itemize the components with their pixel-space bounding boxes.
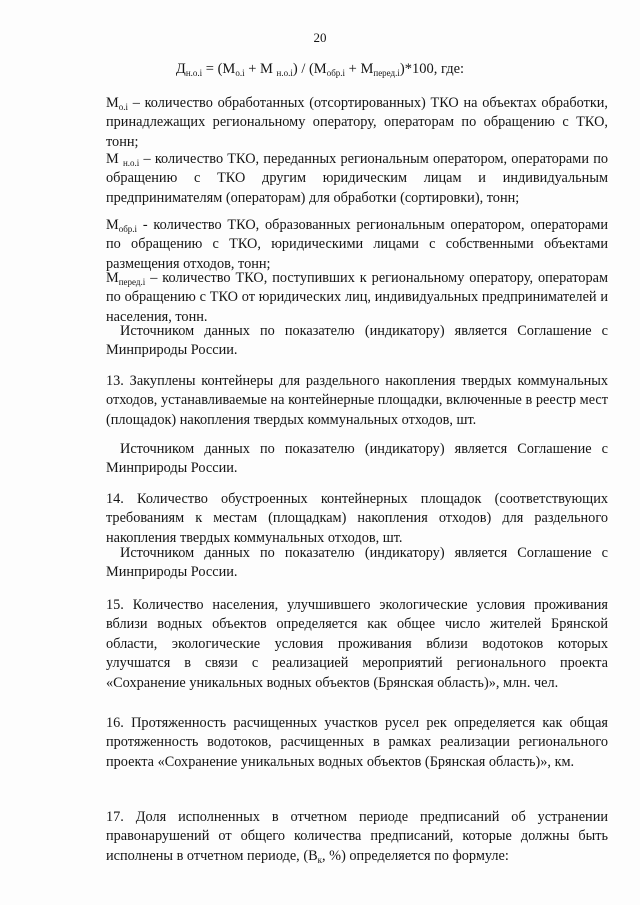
definition-m-oi: $М_{o.i}$ – количество обработанных (отсортированных) ТКО на объектах обработки, принадлежащих региональному оператору, операторам по обращению с ТКО, тонн; xyxy=(106,95,608,150)
definition-m-noi: М $_{н.о.i}$ – количество ТКО, переданных региональным оператором, операторами по обращению с ТКО другим юридическим лицам и индивидуальным предпринимателям (операторам) для обработки (сортировки), тонн; xyxy=(106,151,608,206)
source-note-1: Источником данных по показателю (индикатору) является Соглашение с Минприроды России. xyxy=(106,323,608,359)
source-note-14: Источником данных по показателю (индикатору) является Соглашение с Минприроды России. xyxy=(106,545,608,581)
item-16: 16. Протяженность расчищенных участков русел рек определяется как общая протяженность водотоков, расчищенных в рамках реализации регионального проекта «Сохранение уникальных водных объектов (Брянская область)», км. xyxy=(106,715,608,770)
item-15: 15. Количество населения, улучшившего экологические условия проживания вблизи водных объектов определяется как общее число жителей Брянской области, экологические условия проживания вблизи водотоков которых улучшатся в связи с реализацией мероприятий регионального проекта «Сохранение уникальных водных объектов (Брянская область)», млн. чел. xyxy=(106,597,608,691)
definition-m-obri: $М_{обр.i}$ - количество ТКО, образованных региональным оператором, операторами по обращению с ТКО, юридическими лицами с собственными объектами размещения отходов, тонн; xyxy=(106,217,608,272)
definition-m-peredi: $М_{перед.i}$ – количество ТКО, поступивших к региональному оператору, операторам по обращению с ТКО от юридических лиц, индивидуальных предпринимателей и населения, тонн. xyxy=(106,270,608,325)
item-14: 14. Количество обустроенных контейнерных площадок (соответствующих требованиям к местам (площадкам) накопления отходов) для раздельного накопления твердых коммунальных отходов, шт. xyxy=(106,491,608,546)
formula-dnoi: $Д_{н.о.i} = (М_{о.i} + М$ $_{н.о.i}) / (М_{обр.i} + М_{перед.i})*100$, где: xyxy=(175,61,465,78)
item-17: 17. Доля исполненных в отчетном периоде предписаний об устранении правонарушений от общего количества предписаний, которые должны быть исполнены в отчетном периоде, ($В_к$, %) определяется по формуле: xyxy=(106,809,608,865)
item-13: 13. Закуплены контейнеры для раздельного накопления твердых коммунальных отходов, устанавливаемые на контейнерные площадки, включенные в реестр мест (площадок) накопления твердых коммунальных отходов, шт. xyxy=(106,373,608,428)
page-number: 20 xyxy=(313,30,327,45)
source-note-13: Источником данных по показателю (индикатору) является Соглашение с Минприроды России. xyxy=(106,441,608,477)
